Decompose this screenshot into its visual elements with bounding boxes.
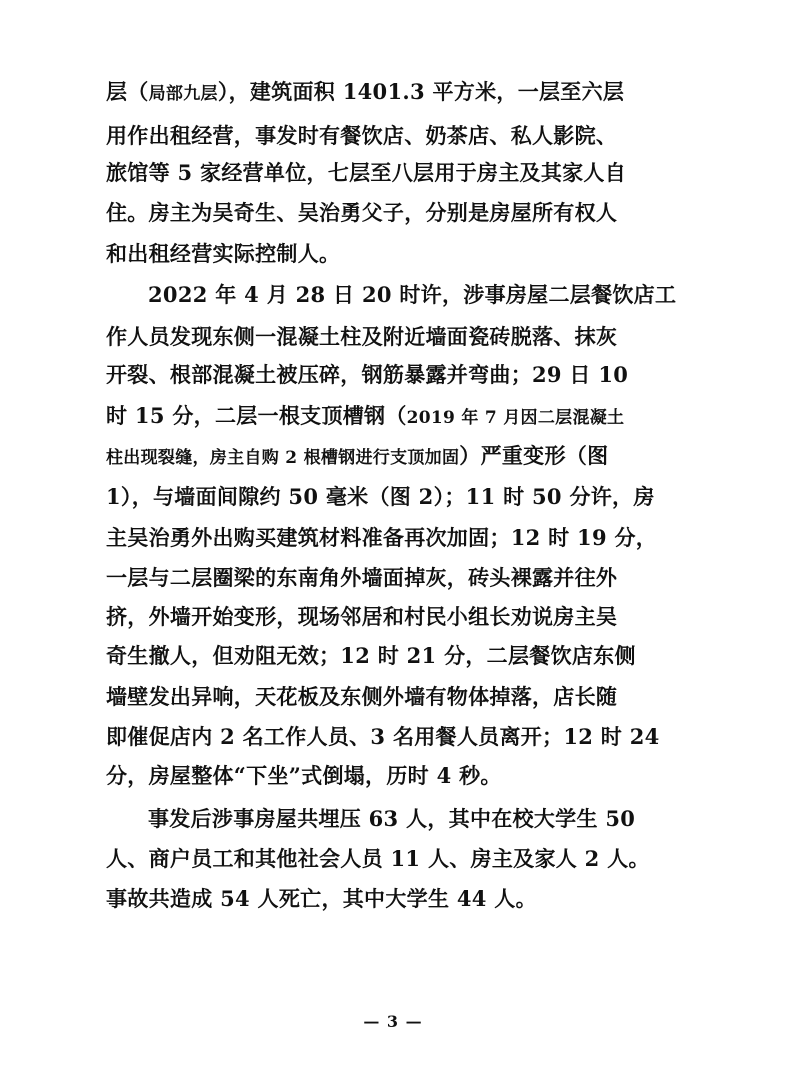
text-span: 开裂、根部混凝土被压碎，钢筋暴露并弯曲；29 日 10 <box>106 362 629 387</box>
text-span: 用作出租经营，事发时有餐饮店、奶茶店、私人影院、 <box>106 123 618 148</box>
text-line <box>106 77 686 109</box>
text-span: 2022 年 4 月 28 日 20 时许，涉事房屋二层餐饮店工 <box>148 282 677 307</box>
text-span: 主吴治勇外出购买建筑材料准备再次加固；12 时 19 分， <box>106 525 658 550</box>
text-line <box>106 239 686 269</box>
text-line <box>106 563 686 593</box>
text-line <box>106 322 686 352</box>
page-number: — 3 — <box>363 1012 423 1031</box>
inline-note: 局部九层 <box>148 84 218 104</box>
text-span: 和出租经营实际控制人。 <box>106 241 341 266</box>
text-line <box>106 761 686 791</box>
text-line <box>148 280 686 310</box>
text-line <box>106 884 686 914</box>
text-span: 奇生撤人，但劝阻无效；12 时 21 分，二层餐饮店东侧 <box>106 643 636 668</box>
inline-note: 2019 年 7 月因二层混凝土 <box>406 408 625 428</box>
text-span: ）严重变形（图 <box>459 443 609 468</box>
text-line <box>106 722 686 752</box>
inline-note: 柱出现裂缝，房主自购 2 根槽钢进行支顶加固 <box>106 448 460 468</box>
text-line <box>106 844 686 874</box>
text-line <box>106 121 686 151</box>
text-span: 事发后涉事房屋共埋压 63 人，其中在校大学生 50 <box>148 806 636 831</box>
text-line <box>106 158 686 188</box>
text-span: 住。房主为吴奇生、吴治勇父子，分别是房屋所有权人 <box>106 200 618 225</box>
text-line <box>106 641 686 671</box>
text-span: 层（ <box>106 79 149 104</box>
text-line <box>148 804 686 834</box>
text-line <box>106 198 686 228</box>
text-line <box>106 602 686 632</box>
text-span: 挤，外墙开始变形，现场邻居和村民小组长劝说房主吴 <box>106 604 618 629</box>
text-span: 1），与墙面间隙约 50 毫米（图 2）；11 时 50 分许，房 <box>106 484 655 509</box>
text-line <box>106 401 686 433</box>
text-span: 一层与二层圈梁的东南角外墙面掉灰，砖头裸露并往外 <box>106 565 618 590</box>
text-span: 人、商户员工和其他社会人员 11 人、房主及家人 2 人。 <box>106 846 650 871</box>
text-line <box>106 441 686 473</box>
text-span: 时 15 分，二层一根支顶槽钢（ <box>106 403 407 428</box>
text-line <box>106 523 686 553</box>
text-span: ），建筑面积 1401.3 平方米，一层至六层 <box>217 79 625 104</box>
text-line <box>106 360 686 390</box>
text-line <box>106 482 686 512</box>
text-line <box>106 682 686 712</box>
text-span: 即催促店内 2 名工作人员、3 名用餐人员离开；12 时 24 <box>106 724 660 749</box>
text-span: 事故共造成 54 人死亡，其中大学生 44 人。 <box>106 886 537 911</box>
text-span: 作人员发现东侧一混凝土柱及附近墙面瓷砖脱落、抹灰 <box>106 324 618 349</box>
text-span: 分，房屋整体“下坐”式倒塌，历时 4 秒。 <box>106 763 502 788</box>
text-span: 旅馆等 5 家经营单位，七层至八层用于房主及其家人自 <box>106 160 627 185</box>
text-span: 墙壁发出异响，天花板及东侧外墙有物体掉落，店长随 <box>106 684 618 709</box>
